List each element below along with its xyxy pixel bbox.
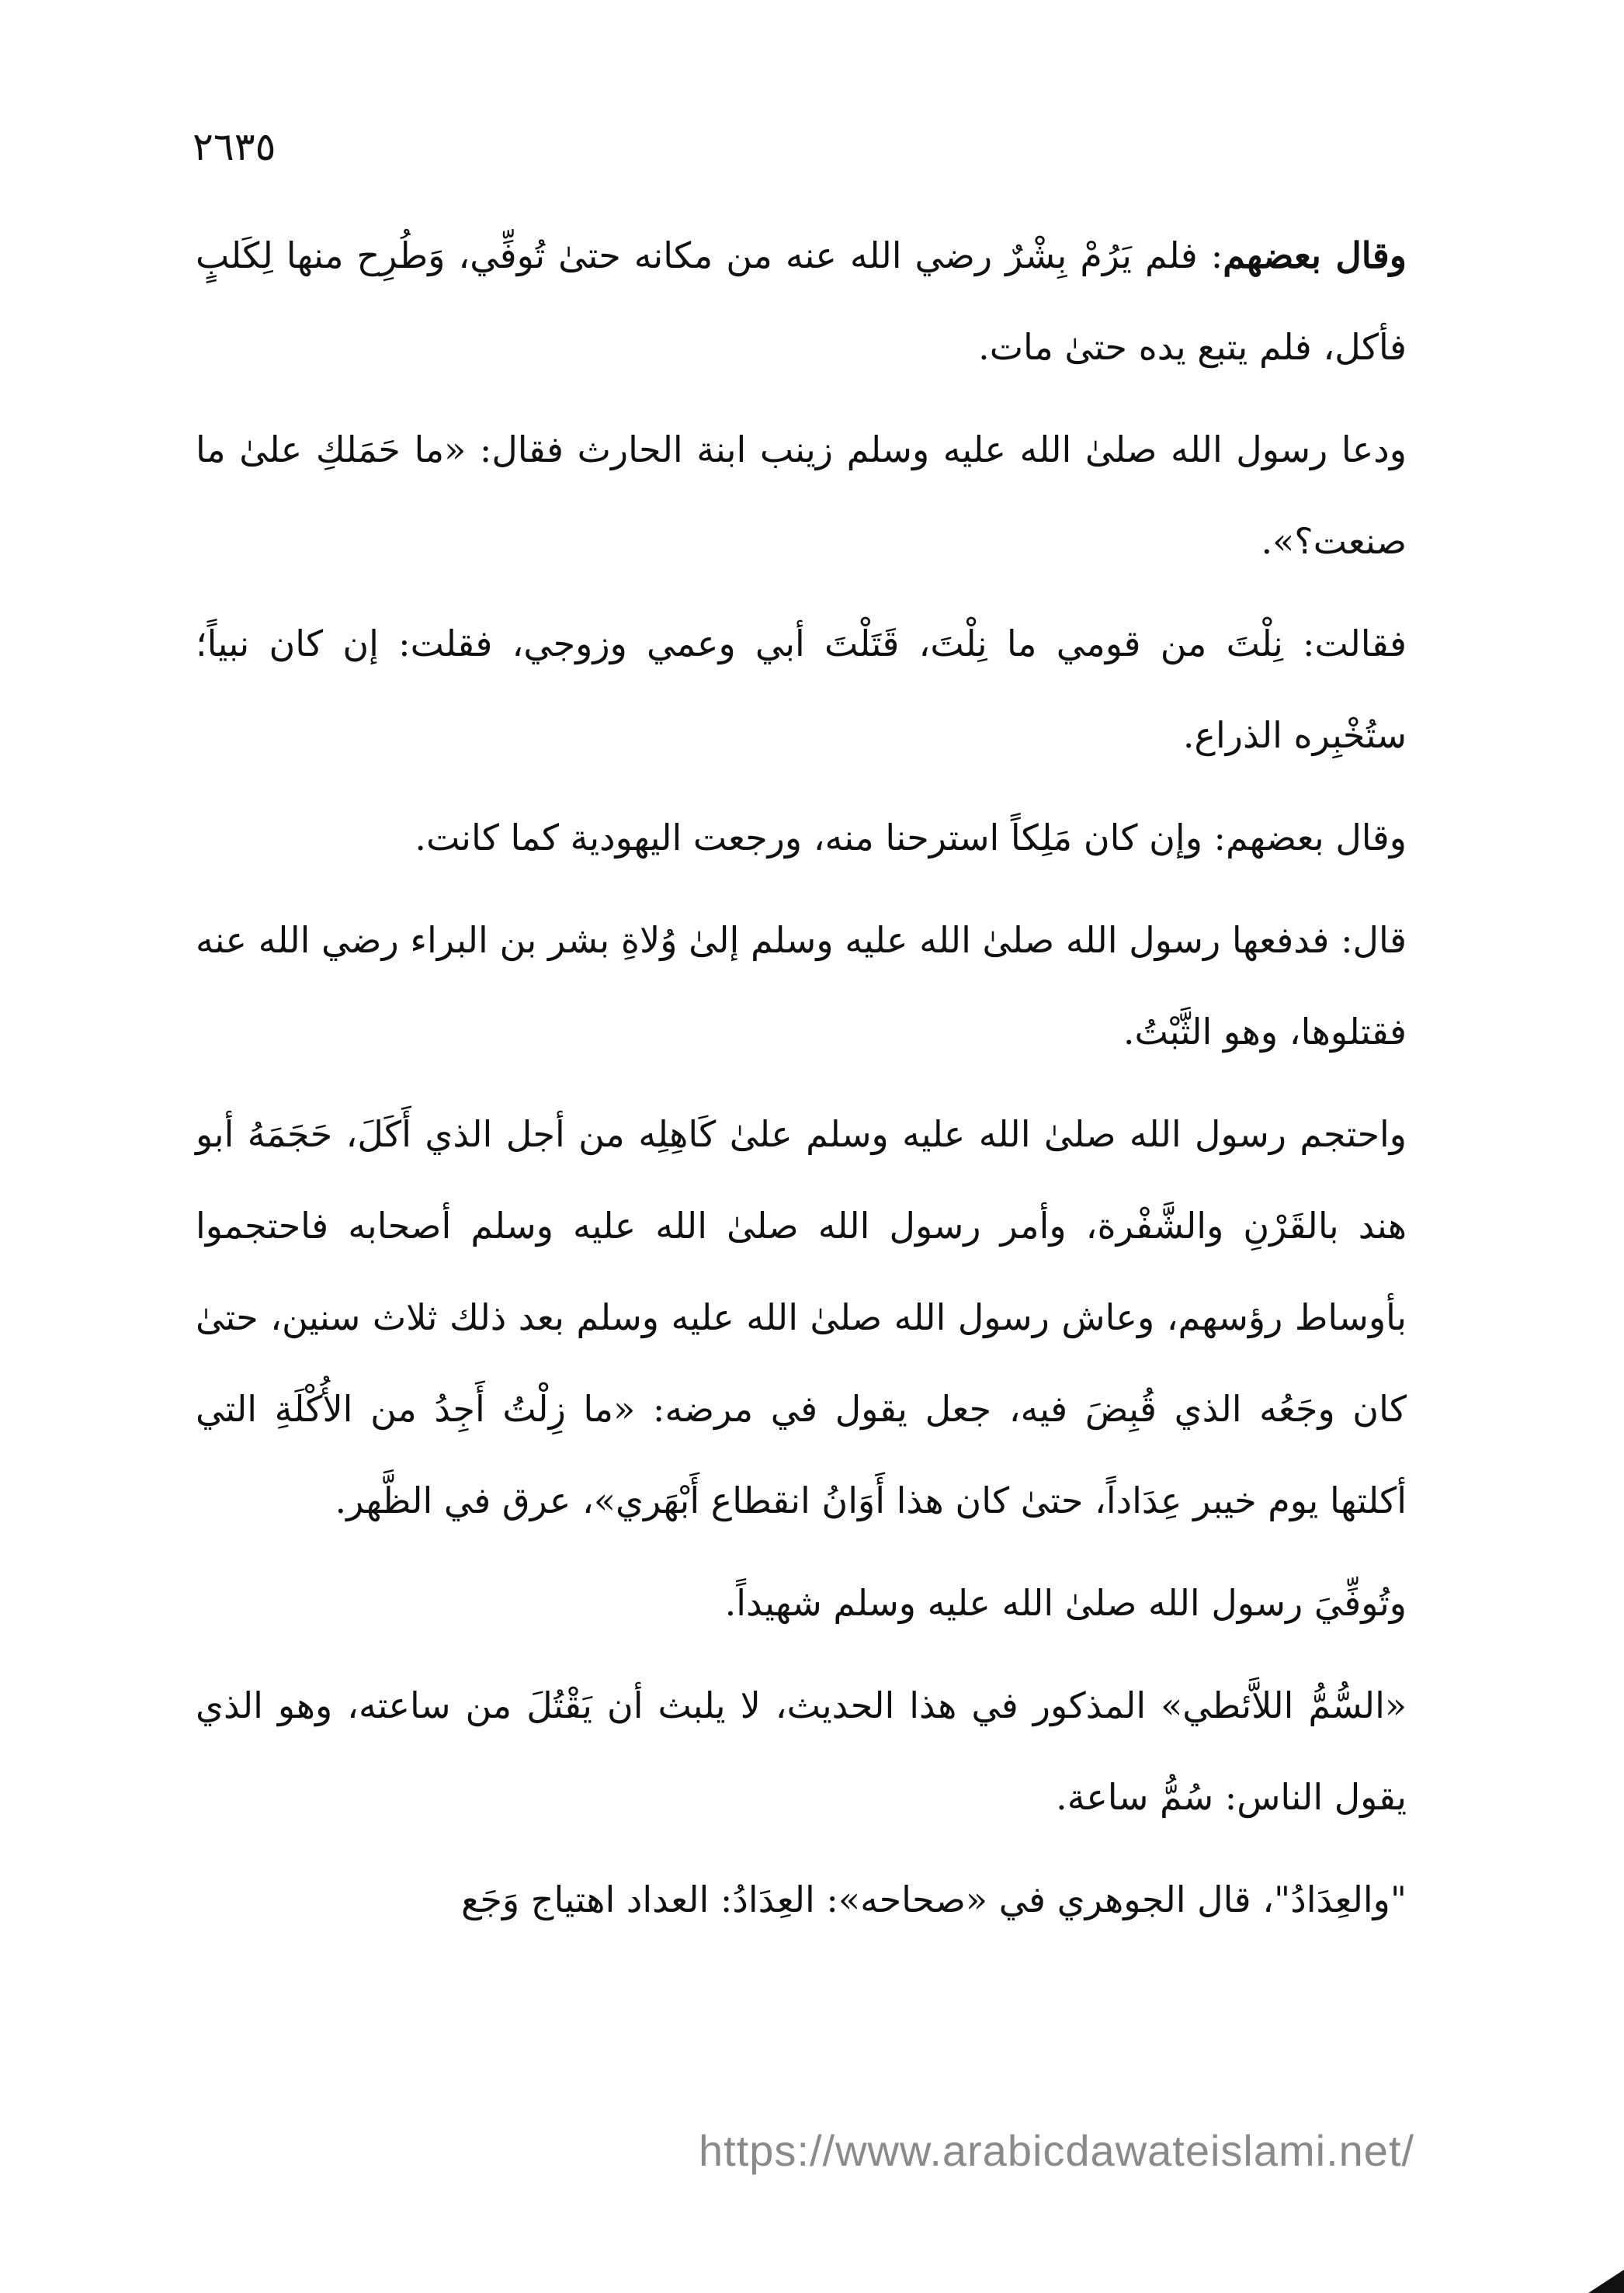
paragraph-text: قال: فدفعها رسول الله صلىٰ الله عليه وسلم إلىٰ وُلاةِ بشر بن البراء رضي الله عنه فقتلوها، وهو الثَّبْتُ.	[196, 919, 1407, 1053]
paragraph-text: فقالت: نِلْتَ من قومي ما نِلْتَ، قَتَلْتَ أبي وعمي وزوجي، فقلت: إن كان نبياً؛ ستُخْبِره الذراع.	[196, 623, 1407, 756]
paragraph-text: ودعا رسول الله صلىٰ الله عليه وسلم زينب ابنة الحارث فقال: «ما حَمَلكِ علىٰ ما صنعت؟».	[196, 428, 1407, 562]
paragraph	[196, 598, 1407, 781]
watermark-url: https://www.arabicdawateislami.net/	[699, 2126, 1415, 2175]
page-corner-mark	[1588, 2270, 1624, 2293]
paragraph	[196, 210, 1407, 393]
page-number: ٢٦٣٥	[193, 124, 276, 169]
paragraph	[196, 1854, 1407, 1945]
paragraph-text: وقال بعضهم: وإن كان مَلِكاً استرحنا منه، ورجعت اليهودية كما كانت.	[415, 817, 1407, 859]
paragraph-text: واحتجم رسول الله صلىٰ الله عليه وسلم علىٰ كَاهِلِه من أجل الذي أَكَلَ، حَجَمَهُ أبو هند بالقَرْنِ والشَّفْرة، وأمر رسول الله صلىٰ الله عليه وسلم أصحابه فاحتجموا بأوساط رؤسهم، وعاش رسول الله صلىٰ الله عليه وسلم بعد ذلك ثلاث سنين، حتىٰ كان وجَعُه الذي قُبِضَ فيه، جعل يقول في مرضه: «ما زِلْتُ أَجِدُ من الأُكْلَةِ التي أكلتها يوم خيبر عِدَاداً، حتىٰ كان هذا أَوَانُ انقطاع أَبْهَري»، عرق في الظَّهر.	[196, 1113, 1407, 1521]
paragraph	[196, 792, 1407, 883]
corner-shape-icon	[1588, 2270, 1624, 2293]
paragraph	[196, 1557, 1407, 1649]
paragraph-lead: وقال بعضهم	[1223, 234, 1407, 276]
paragraph-text: : فلم يَرُمْ بِشْرٌ رضي الله عنه من مكانه حتىٰ تُوفِّي، وَطُرِح منها لِكَلبٍ فأكل، فلم يتبع يده حتىٰ مات.	[196, 234, 1407, 368]
paragraph-text: "والعِدَادُ"، قال الجوهري في «صحاحه»: العِدَادُ: العداد اهتياج وَجَع	[461, 1878, 1407, 1920]
paragraph-text: «السُّمُّ اللاَّئطي» المذكور في هذا الحديث، لا يلبث أن يَقْتُلَ من ساعته، وهو الذي يقول الناس: سُمُّ ساعة.	[196, 1684, 1407, 1818]
paragraph	[196, 1088, 1407, 1546]
paragraph-text: وتُوفِّيَ رسول الله صلىٰ الله عليه وسلم شهيداً.	[724, 1582, 1407, 1624]
paragraph	[196, 404, 1407, 587]
paragraph	[196, 1660, 1407, 1843]
paragraph	[196, 894, 1407, 1077]
page-body	[196, 210, 1407, 1956]
